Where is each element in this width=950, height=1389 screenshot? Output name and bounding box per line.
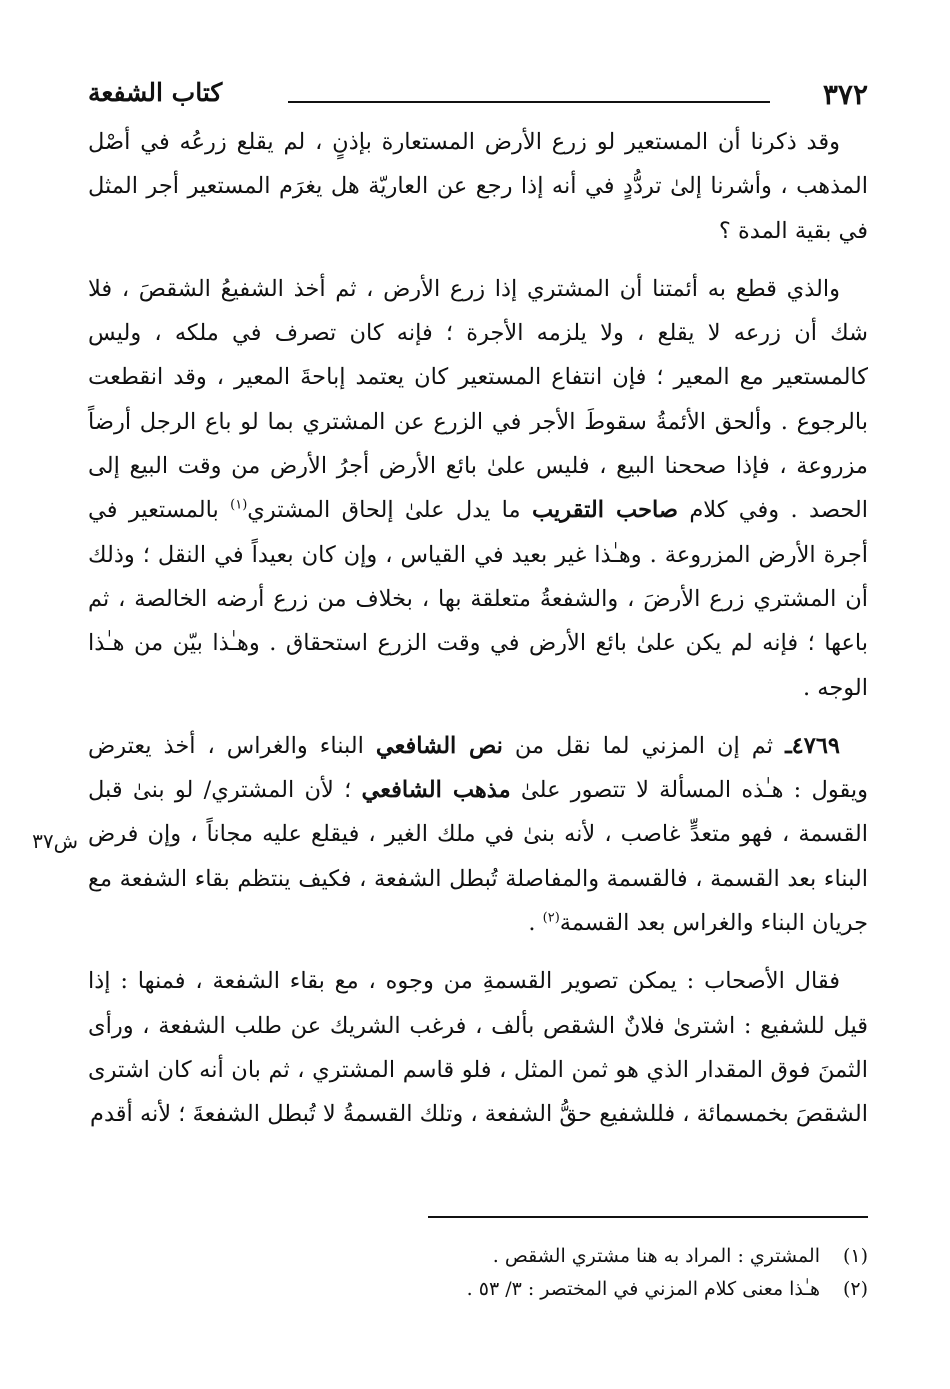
paragraph-2: والذي قطع به أئمتنا أن المشتري إذا زرع الأرض ، ثم أخذ الشفيعُ الشقصَ ، فلا شك أن زرعه لا يقلع ، ولا يلزمه الأجرة ؛ فإنه كان تصرف في ملكه ، وليس كالمستعير مع المعير ؛ فإن انتفاع المستعير كان يعتمد إباحةَ المعير ، وقد انقطعت بالرجوع . وألحق الأئمةُ سقوطَ الأجر في الزرع عن المشتري بما لو باع الرجل أرضاً مزروعة ، فإذا صححنا البيع ، فليس علىٰ بائع الأرض أجرُ الأرض من وقت البيع إلى الحصد . وفي كلام صاحب التقريب ما يدل علىٰ إلحاق المشتري$^{(١)}$ بالمستعير في أجرة الأرض المزروعة . وهـٰذا غير بعيد في القياس ، وإن كان بعيداً في النقل ؛ وذلك أن المشتري زرع الأرضَ ، والشفعةُ متعلقة بها ، بخلاف من زرع أرضه الخالصة ، ثم باعها ؛ فإنه لم يكن علىٰ بائع الأرض في وقت الزرع استحقاق . وهـٰذا بيّن من هـٰذا الوجه .	[88, 275, 868, 701]
cited-school: مذهب الشافعي	[361, 777, 511, 804]
cited-author: صاحب التقريب	[531, 497, 679, 524]
footnote-text: المشتري : المراد به هنا مشتري الشقص .	[492, 1245, 820, 1267]
footnote-number: (١)	[842, 1245, 868, 1267]
footnote-number: (٢)	[842, 1278, 868, 1300]
paragraph-4: فقال الأصحاب : يمكن تصوير القسمةِ من وجوه ، مع بقاء الشفعة ، فمنها : إذا قيل للشفيع : اشترىٰ فلانٌ الشقص بألف ، فرغب الشريك عن طلب الشفعة ، ورأى الثمنَ فوق المقدار الذي هو ثمن المثل ، فلو قاسم المشتري ، ثم بان أنه كان اشترى الشقصَ بخمسمائة ، فللشفيع حقُّ الشفعة ، وتلك القسمةُ لا تُبطل الشفعةَ ؛ لأنه أقدم	[88, 968, 868, 1128]
footnote-1	[88, 1240, 868, 1273]
footnote-text: هـٰذا معنى كلام المزني في المختصر : ٣/ ٥٣ .	[466, 1278, 820, 1300]
footnote-ref-2[interactable]: (٢)	[542, 910, 560, 926]
header-rule	[288, 101, 770, 103]
page-body	[88, 72, 868, 1137]
paragraph-number: ٤٧٦٩ـ	[785, 732, 840, 759]
manuscript-margin-note: ش٣٧	[32, 829, 78, 853]
cited-text: نص الشافعي	[375, 732, 503, 759]
footnote-ref-1[interactable]: (١)	[230, 497, 248, 513]
footnote-separator	[428, 1216, 868, 1218]
footnote-2	[88, 1273, 868, 1306]
running-header	[88, 72, 868, 120]
paragraph-1: وقد ذكرنا أن المستعير لو زرع الأرض المستعارة بإذنٍ ، لم يقلع زرعُه في أصْل المذهب ، وأشرنا إلىٰ تردُّدٍ في أنه إذا رجع عن العاريّة هل يغرَم المستعير أجر المثل في بقية المدة ؟	[88, 129, 868, 244]
paragraph-3: ٤٧٦٩ـ ثم إن المزني لما نقل من نص الشافعي البناء والغراس ، أخذ يعترض ويقول : هـٰذه المسألة لا تتصور علىٰ مذهب الشافعي ؛ لأن المشتري/ لو بنىٰ قبل القسمة ، فهو متعدٍّ غاصب ، لأنه بنىٰ في ملك الغير ، فيقلع عليه مجاناً ، وإن فرض البناء بعد القسمة ، فالقسمة والمفاصلة تُبطل الشفعة ، فكيف ينتظم بقاء الشفعة مع جريان البناء والغراس بعد القسمة$^{(٢)}$ .	[88, 732, 868, 937]
footnotes	[88, 1240, 868, 1306]
book-title: كتاب الشفعة	[88, 78, 223, 107]
page-number: ٣٧٢	[822, 78, 868, 111]
